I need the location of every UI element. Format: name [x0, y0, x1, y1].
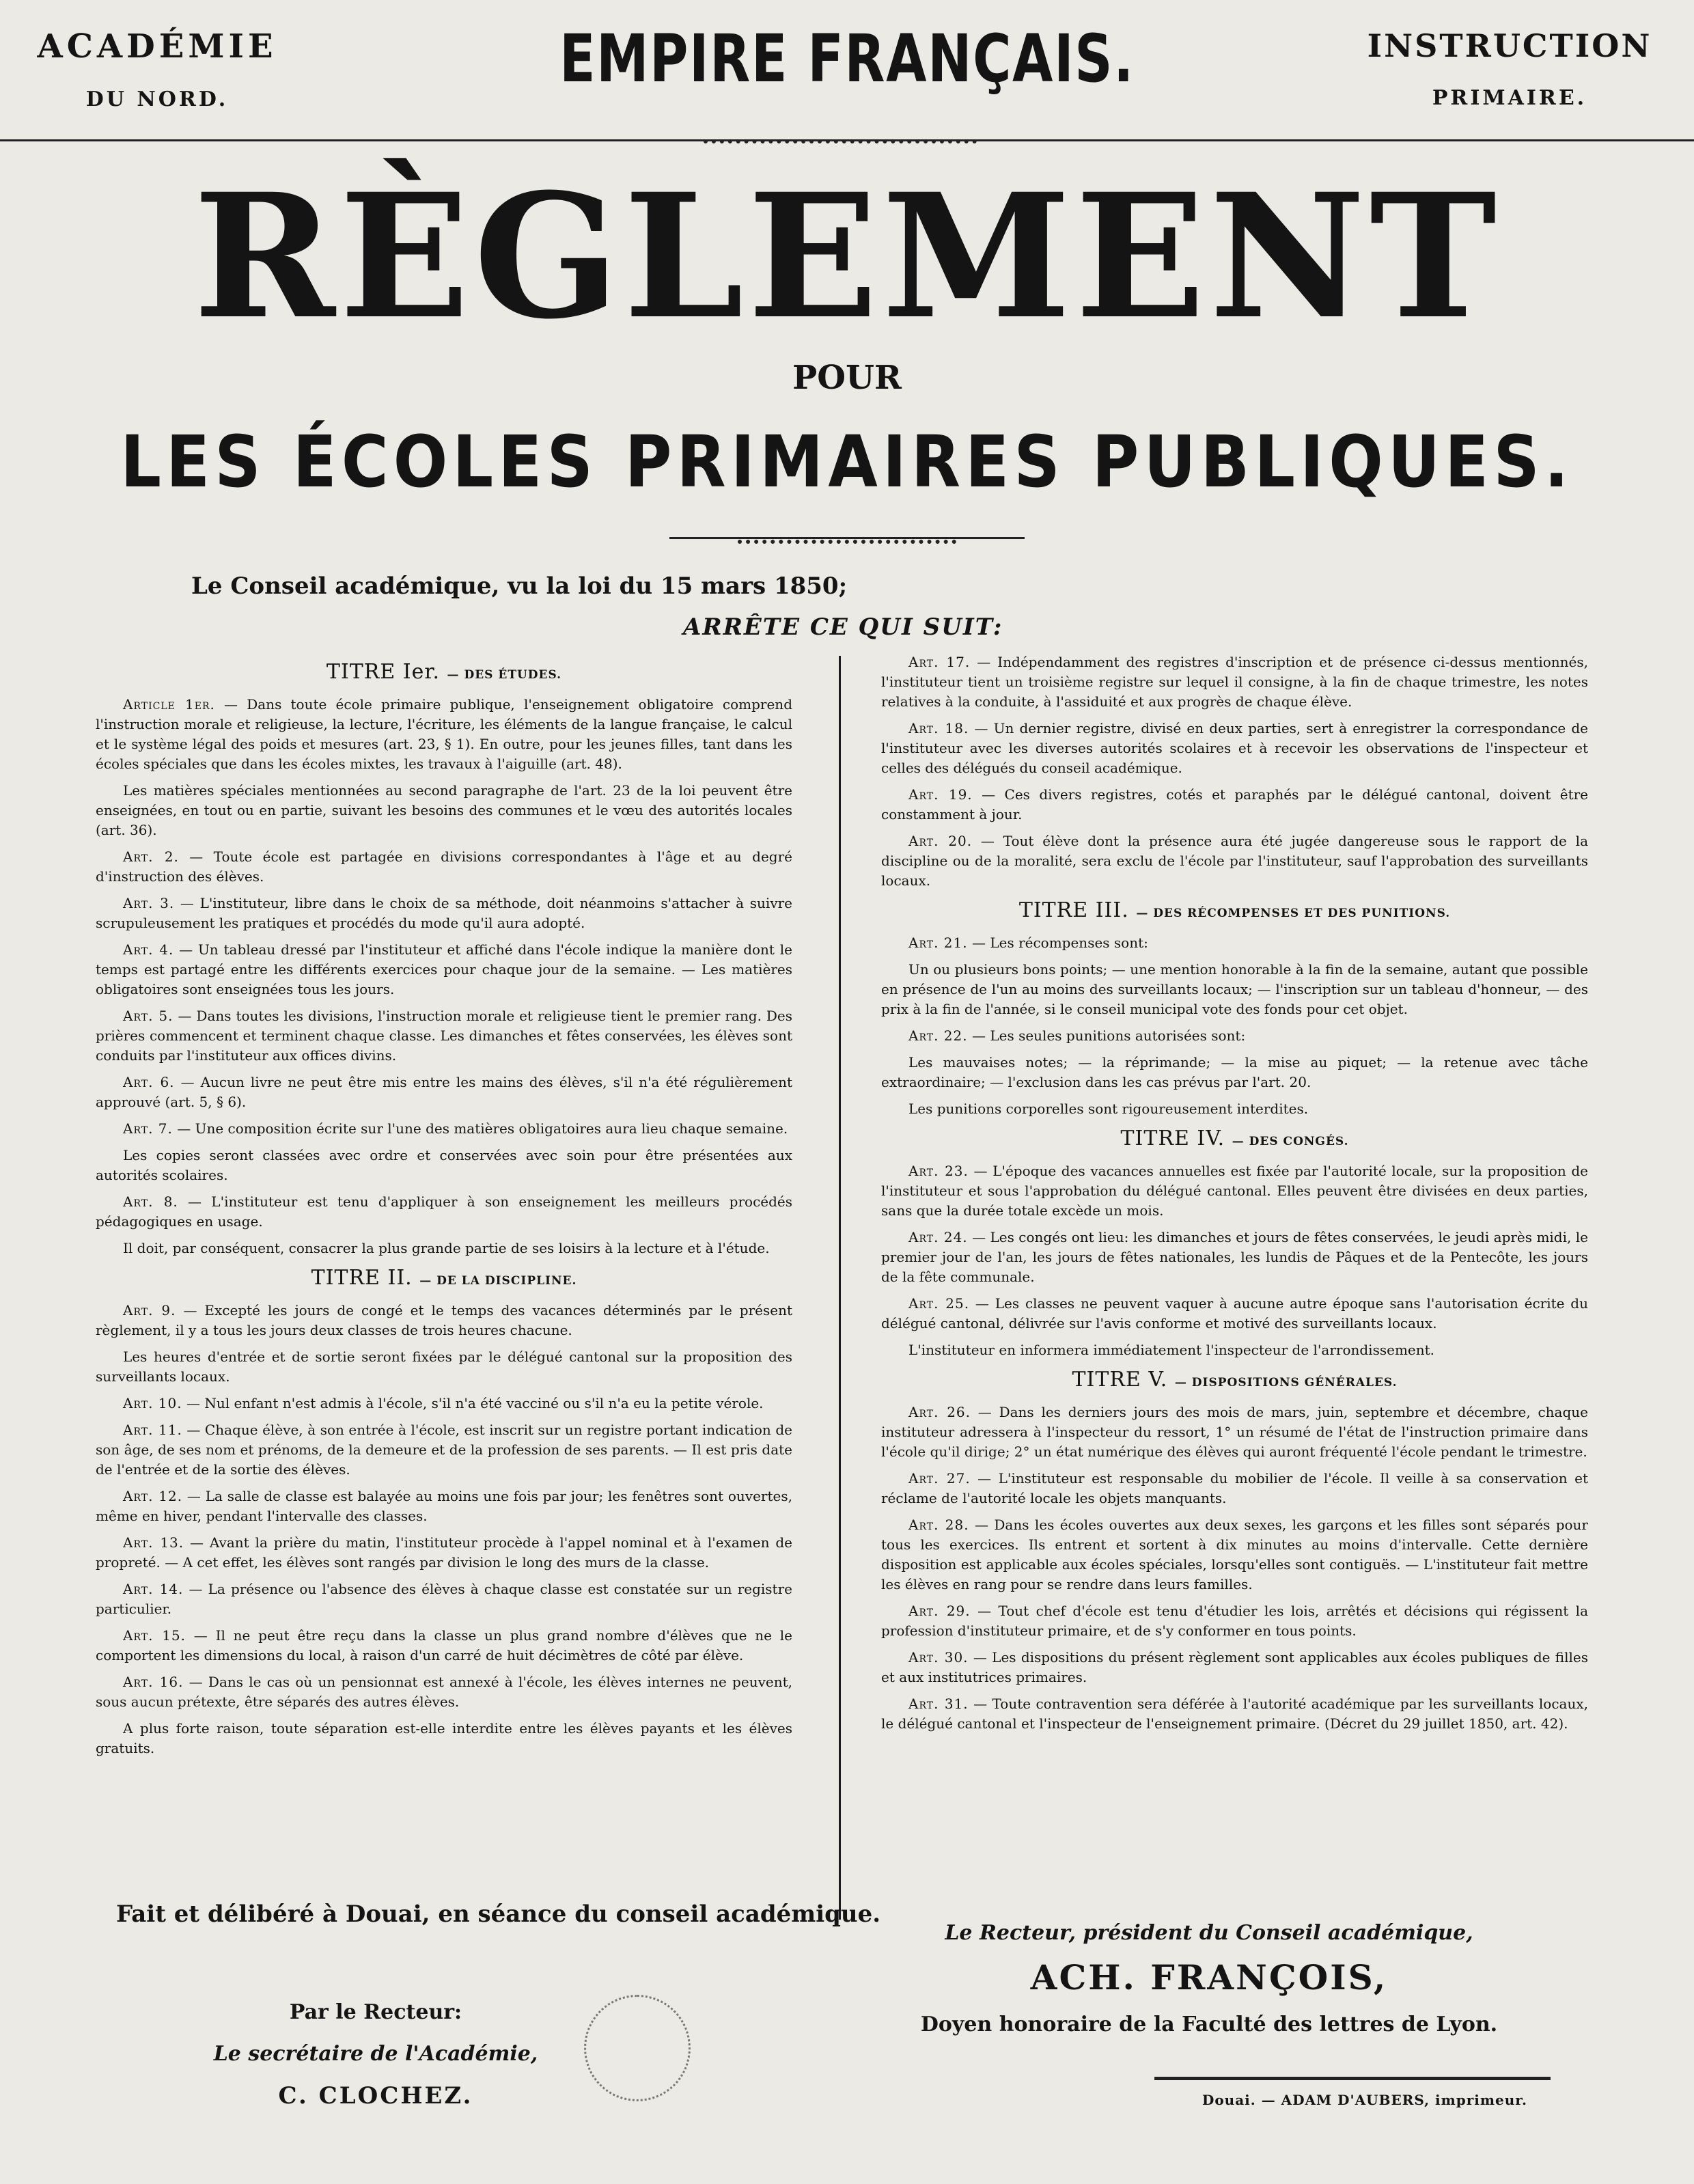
- article-number: Art. 5.: [123, 1008, 173, 1024]
- article-text: — Dans les écoles ouvertes aux deux sexes, les garçons et les filles sont séparés pour tous les exercices. Ils entrent et sortent à dix minutes au moins d'intervalle. Cette dernière disposition est applicable aux écoles spéciales, lorsqu'elles sont contiguës. — L'instituteur fait mettre les élèves en rang pour se rendre dans leurs familles.: [881, 1517, 1588, 1592]
- article-paragraph: [881, 652, 1588, 712]
- article-number: Art. 26.: [908, 1404, 971, 1420]
- article-paragraph: [96, 1394, 792, 1413]
- right-column: [881, 652, 1588, 1741]
- article-number: Art. 11.: [123, 1422, 182, 1438]
- article-number: Art. 24.: [908, 1229, 968, 1245]
- article-text: — Les congés ont lieu: les dimanches et jours de fêtes conservées, le jeudi après midi, le premier jour de l'an, les jours de fêtes nationales, les lundis de Pâques et de la Pentecôte, les jours de la fête communale.: [881, 1229, 1588, 1285]
- article-text: — Les classes ne peuvent vaquer à aucune autre époque sans l'autorisation écrite du délégué cantonal, délivrée sur l'avis conforme et motivé des surveillants locaux.: [881, 1295, 1588, 1331]
- article-paragraph: [881, 1161, 1588, 1221]
- signature-secretaire: [191, 2000, 560, 2110]
- article-paragraph: [96, 1420, 792, 1480]
- titre-subject: — DES CONGÉS.: [1232, 1135, 1349, 1148]
- titre-label: TITRE IV.: [1120, 1126, 1225, 1150]
- titre-heading: [881, 1126, 1588, 1152]
- article-paragraph: [96, 1119, 792, 1139]
- subtitle-ornament: [738, 540, 956, 544]
- article-text: — La salle de classe est balayée au moins une fois par jour; les fenêtres sont ouvertes, même en hiver, pendant l'intervalle des classes.: [96, 1488, 792, 1524]
- article-text: — Avant la prière du matin, l'instituteur procède à l'appel nominal et à l'examen de propreté. — A cet effet, les élèves sont rangés par division le long des murs de la classe.: [96, 1534, 792, 1571]
- article-paragraph: [96, 1239, 792, 1258]
- article-number: Art. 3.: [123, 895, 175, 911]
- header-left: [7, 27, 307, 111]
- article-text: Les mauvaises notes; — la réprimande; — la mise au piquet; — la retenue avec tâche extraordinaire; — l'exclusion dans les cas prévus par l'art. 20.: [881, 1054, 1588, 1090]
- article-number: Art. 30.: [908, 1649, 969, 1665]
- article-text: — Il ne peut être reçu dans la classe un plus grand nombre d'élèves que ne le comportent les dimensions du local, à raison d'un carré de huit décimètres de côté par élève.: [96, 1627, 792, 1663]
- article-number: Art. 8.: [123, 1193, 178, 1210]
- secretaire-name: C. CLOCHEZ.: [278, 2082, 473, 2110]
- article-number: Art. 29.: [908, 1603, 971, 1619]
- article-text: Les copies seront classées avec ordre et conservées avec soin pour être présentées aux autorités scolaires.: [96, 1147, 792, 1183]
- article-paragraph: [96, 1533, 792, 1573]
- article-text: — Toute école est partagée en divisions correspondantes à l'âge et au degré d'instruction des élèves.: [96, 848, 792, 885]
- recteur-line: Le Recteur, président du Conseil académique,: [945, 1921, 1473, 1945]
- left-column: [96, 652, 792, 1765]
- article-number: Art. 2.: [123, 848, 179, 865]
- article-number: Art. 13.: [123, 1534, 184, 1551]
- article-number: Art. 18.: [908, 720, 969, 736]
- article-paragraph: [881, 1402, 1588, 1462]
- title-pour: POUR: [792, 359, 902, 397]
- header-center: [314, 20, 1380, 97]
- article-paragraph: [881, 1648, 1588, 1687]
- header-left-line2: DU NORD.: [85, 87, 229, 111]
- article-text: — Tout chef d'école est tenu d'étudier les lois, arrêtés et décisions qui régissent la profession d'instituteur primaire, et de s'y conformer en tous points.: [881, 1603, 1588, 1639]
- header-left-line1: ACADÉMIE: [37, 27, 277, 66]
- article-text: — Toute contravention sera déférée à l'autorité académique par les surveillants locaux, le délégué cantonal et l'inspecteur de l'enseignement primaire. (Décret du 29 juillet 1850, art. 42).: [881, 1696, 1588, 1732]
- article-number: Art. 22.: [908, 1027, 968, 1044]
- article-paragraph: [881, 1515, 1588, 1594]
- article-paragraph: [96, 894, 792, 933]
- article-number: Art. 6.: [123, 1074, 175, 1090]
- article-paragraph: [96, 847, 792, 887]
- article-text: — Tout élève dont la présence aura été jugée dangereuse sous le rapport de la discipline ou de la moralité, sera exclu de l'école par l'instituteur, sauf l'approbation des surveillants locaux.: [881, 833, 1588, 889]
- titre-label: TITRE V.: [1072, 1368, 1168, 1392]
- article-number: Art. 9.: [123, 1302, 176, 1318]
- article-text: — Chaque élève, à son entrée à l'école, est inscrit sur un registre portant indication de son âge, de ses nom et prénoms, de la demeure et de la profession de ses parents. — Il est pris date de l'entrée et de la sortie des élèves.: [96, 1422, 792, 1478]
- article-text: — Une composition écrite sur l'une des matières obligatoires aura lieu chaque semaine.: [177, 1120, 788, 1137]
- article-paragraph: [96, 1626, 792, 1665]
- titre-subject: — DES ÉTUDES.: [447, 668, 562, 682]
- article-number: Art. 16.: [123, 1674, 184, 1690]
- article-paragraph: [881, 1294, 1588, 1333]
- article-paragraph: [96, 1301, 792, 1340]
- article-paragraph: [881, 960, 1588, 1019]
- par-recteur: Par le Recteur:: [289, 2000, 462, 2024]
- article-paragraph: [96, 940, 792, 999]
- article-paragraph: [881, 1228, 1588, 1287]
- titre-label: TITRE Ier.: [326, 660, 440, 684]
- article-paragraph: [881, 1053, 1588, 1092]
- article-text: — L'instituteur, libre dans le choix de sa méthode, doit néanmoins s'attacher à suivre scrupuleusement les pratiques et procédés du mode qu'il aura adopté.: [96, 895, 793, 931]
- titre-label: TITRE III.: [1018, 898, 1129, 922]
- article-number: Art. 10.: [123, 1395, 182, 1411]
- header-right-line1: INSTRUCTION: [1367, 27, 1652, 64]
- titre-heading: [881, 1370, 1588, 1393]
- preamble-line2: ARRÊTE CE QUI SUIT:: [683, 613, 1003, 641]
- footer-fait: Fait et délibéré à Douai, en séance du conseil académique.: [116, 1900, 881, 1928]
- title-pour-wrap: [0, 359, 1694, 397]
- article-paragraph: [96, 1006, 792, 1066]
- article-paragraph: [881, 1469, 1588, 1508]
- column-divider: [839, 656, 841, 1920]
- article-text: L'instituteur en informera immédiatement l'inspecteur de l'arrondissement.: [908, 1342, 1435, 1358]
- titre-heading: [96, 662, 792, 685]
- article-paragraph: [881, 1601, 1588, 1641]
- article-text: — Dans toutes les divisions, l'instruction morale et religieuse tient le premier rang. Des prières commencent et terminent chaque classe. Les dimanches et fêtes conservées, les élèves sont conduits par l'instituteur aux offices divins.: [96, 1008, 793, 1064]
- article-text: — Un tableau dressé par l'instituteur et affiché dans l'école indique la manière dont le temps est partagé entre les différents exercices pour chaque jour de la semaine. — Les matières obligatoires sont enseignées tous les jours.: [96, 941, 792, 997]
- article-paragraph: [881, 1340, 1588, 1360]
- article-paragraph: [881, 719, 1588, 778]
- titre-label: TITRE II.: [311, 1266, 413, 1290]
- article-number: Art. 31.: [908, 1696, 969, 1712]
- signature-recteur: [820, 1921, 1598, 2036]
- article-text: — Dans le cas où un pensionnat est annexé à l'école, les élèves internes ne peuvent, sous aucun prétexte, être séparés des autres élèves.: [96, 1674, 792, 1710]
- printer-rule: [1154, 2077, 1551, 2080]
- article-paragraph: [96, 1146, 792, 1185]
- article-text: — L'époque des vacances annuelles est fixée par l'autorité locale, sur la proposition de l'instituteur et sous l'approbation du délégué cantonal. Elles peuvent être divisées en deux parties, sans que la durée totale excède un mois.: [881, 1163, 1588, 1219]
- article-text: — La présence ou l'absence des élèves à chaque classe est constatée sur un registre particulier.: [96, 1581, 792, 1617]
- title-block: [0, 156, 1694, 357]
- article-paragraph: [881, 785, 1588, 825]
- recteur-name: ACH. FRANÇOIS,: [1030, 1957, 1388, 1998]
- article-number: Art. 14.: [123, 1581, 184, 1597]
- preamble-line1: Le Conseil académique, vu la loi du 15 mars 1850;: [191, 572, 848, 600]
- article-text: Les matières spéciales mentionnées au second paragraphe de l'art. 23 de la loi peuvent être enseignées, en tout ou en partie, suivant les besoins des communes et le vœu des autorités locales (art. 36).: [96, 782, 792, 838]
- article-text: Il doit, par conséquent, consacrer la plus grande partie de ses loisirs à la lecture et à l'étude.: [123, 1240, 770, 1256]
- article-paragraph: [881, 1026, 1588, 1046]
- article-paragraph: [881, 1694, 1588, 1734]
- header-right-line2: PRIMAIRE.: [1432, 86, 1587, 110]
- subtitle-rule: [669, 537, 1025, 539]
- header-right: [1339, 27, 1680, 110]
- article-number: Art. 15.: [123, 1627, 186, 1644]
- printer-imprint: Douai. — ADAM D'AUBERS, imprimeur.: [1202, 2092, 1527, 2108]
- titre-heading: [881, 900, 1588, 924]
- article-paragraph: [96, 695, 792, 774]
- top-ornament: [704, 139, 977, 143]
- title-subtitle: LES ÉCOLES PRIMAIRES PUBLIQUES.: [120, 420, 1574, 503]
- article-paragraph: [96, 1073, 792, 1112]
- article-number: Art. 21.: [908, 935, 968, 951]
- article-text: — Un dernier registre, divisé en deux parties, sert à enregistrer la correspondance de l'instituteur avec les diverses autorités scolaires et à recevoir les observations de l'inspecteur et celles des délégués du conseil académique.: [881, 720, 1589, 776]
- article-text: A plus forte raison, toute séparation est-elle interdite entre les élèves payants et les élèves gratuits.: [96, 1720, 792, 1756]
- titre-heading: [96, 1268, 792, 1291]
- article-text: — Excepté les jours de congé et le temps des vacances déterminés par le présent règlement, il y a tous les jours deux classes de trois heures chacune.: [96, 1302, 793, 1338]
- title-reglement: RÈGLEMENT: [193, 156, 1501, 357]
- article-number: Article 1er.: [123, 696, 215, 713]
- article-text: — Les dispositions du présent règlement sont applicables aux écoles publiques de filles et aux institutrices primaires.: [881, 1649, 1589, 1685]
- article-text: Les heures d'entrée et de sortie seront fixées par le délégué cantonal sur la proposition des surveillants locaux.: [96, 1349, 792, 1385]
- title-subtitle-wrap: [0, 420, 1694, 503]
- article-number: Art. 19.: [908, 786, 973, 803]
- titre-subject: — DISPOSITIONS GÉNÉRALES.: [1174, 1376, 1398, 1390]
- article-number: Art. 27.: [908, 1470, 971, 1487]
- article-paragraph: [96, 1347, 792, 1387]
- titre-subject: — DE LA DISCIPLINE.: [419, 1274, 577, 1288]
- article-number: Art. 7.: [123, 1120, 173, 1137]
- article-text: — L'instituteur est responsable du mobilier de l'école. Il veille à sa conservation et réclame de l'autorité locale les objets manquants.: [881, 1470, 1588, 1506]
- article-number: Art. 28.: [908, 1517, 969, 1533]
- article-text: Les punitions corporelles sont rigoureusement interdites.: [908, 1101, 1309, 1117]
- article-text: — Dans les derniers jours des mois de mars, juin, septembre et décembre, chaque instituteur adressera à l'inspecteur du ressort, 1° un résumé de l'état de l'instruction primaire dans l'école qu'il dirige; 2° un état numérique des élèves qui auront fréquenté l'école pendant le trimestre.: [881, 1404, 1589, 1460]
- secretaire-line: Le secrétaire de l'Académie,: [213, 2042, 538, 2066]
- article-paragraph: [96, 1672, 792, 1712]
- article-paragraph: [96, 1487, 792, 1526]
- seal-stamp: [584, 1995, 691, 2101]
- article-text: — L'instituteur est tenu d'appliquer à son enseignement les meilleurs procédés pédagogiques en usage.: [96, 1193, 793, 1230]
- article-number: Art. 25.: [908, 1295, 970, 1312]
- article-number: Art. 12.: [123, 1488, 183, 1504]
- article-text: — Ces divers registres, cotés et paraphés par le délégué cantonal, doivent être constamment à jour.: [881, 786, 1589, 823]
- article-text: — Indépendamment des registres d'inscription et de présence ci-dessus mentionnés, l'instituteur tient un troisième registre sur lequel il consigne, à la fin de chaque trimestre, les notes relatives à la conduite, à l'assiduité et aux progrès de chaque élève.: [881, 654, 1589, 710]
- article-number: Art. 4.: [123, 941, 174, 958]
- article-paragraph: [96, 1719, 792, 1758]
- article-paragraph: [881, 1099, 1588, 1119]
- article-paragraph: [96, 1579, 792, 1619]
- article-paragraph: [881, 831, 1588, 891]
- article-text: — Dans toute école primaire publique, l'enseignement obligatoire comprend l'instruction morale et religieuse, la lecture, l'écriture, les éléments de la langue française, le calcul et le système légal des poids et mesures (art. 23, § 1). En outre, pour les jeunes filles, tant dans les écoles spéciales que dans les écoles mixtes, les travaux à l'aiguille (art. 48).: [96, 696, 792, 772]
- titre-subject: — DES RÉCOMPENSES ET DES PUNITIONS.: [1136, 907, 1451, 920]
- article-paragraph: [881, 933, 1588, 953]
- article-text: — Les récompenses sont:: [971, 935, 1148, 951]
- article-text: — Les seules punitions autorisées sont:: [971, 1027, 1246, 1044]
- header-empire: EMPIRE FRANÇAIS.: [559, 20, 1135, 97]
- recteur-title: Doyen honoraire de la Faculté des lettres de Lyon.: [920, 2013, 1498, 2036]
- article-paragraph: [96, 781, 792, 840]
- article-number: Art. 20.: [908, 833, 973, 849]
- article-text: — Nul enfant n'est admis à l'école, s'il n'a été vacciné ou s'il n'a eu la petite vérole.: [186, 1395, 764, 1411]
- article-text: — Aucun livre ne peut être mis entre les mains des élèves, s'il n'a été régulièrement approuvé (art. 5, § 6).: [96, 1074, 793, 1110]
- article-text: Un ou plusieurs bons points; — une mention honorable à la fin de la semaine, autant que possible en présence de l'un au moins des surveillants locaux; — l'inscription sur un tableau d'honneur, — des prix à la fin de l'année, si le conseil municipal vote des fonds pour cet objet.: [881, 961, 1588, 1017]
- article-number: Art. 23.: [908, 1163, 969, 1179]
- article-paragraph: [96, 1192, 792, 1232]
- article-number: Art. 17.: [908, 654, 971, 670]
